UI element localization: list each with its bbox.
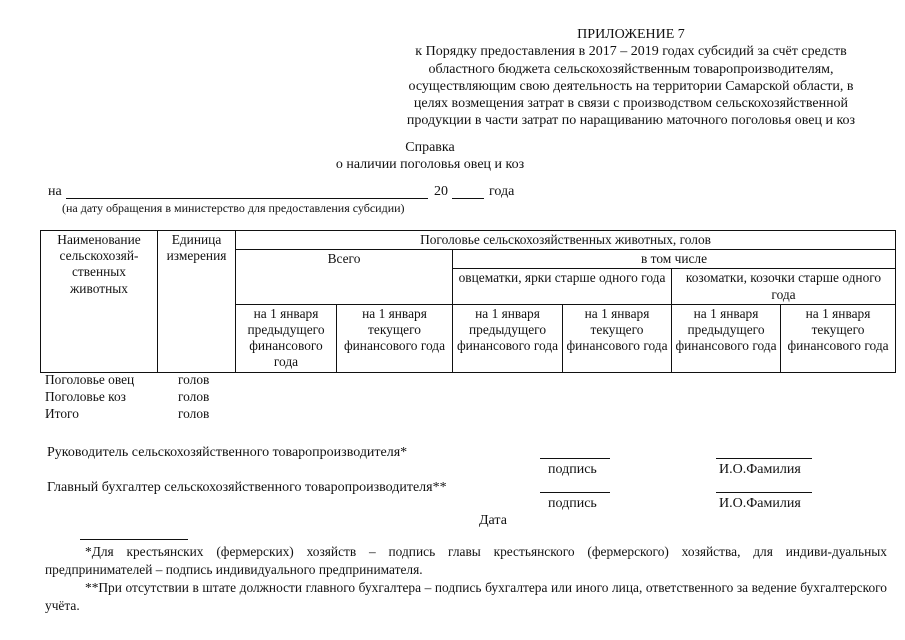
year-blank-line[interactable] bbox=[452, 198, 484, 199]
header-group: Поголовье сельскохозяйственных животных, голов bbox=[236, 231, 896, 250]
header-ewes-curr: на 1 января текущего финансового года bbox=[563, 304, 672, 372]
accountant-signature-label: Главный бухгалтер сельскохозяйственного товаропроизводителя** bbox=[47, 480, 447, 495]
date-caption: Дата bbox=[479, 513, 507, 528]
head-signature-label: Руководитель сельскохозяйственного товаропроизводителя* bbox=[47, 445, 408, 460]
accountant-signature-line[interactable] bbox=[540, 492, 610, 493]
footnote-separator bbox=[80, 539, 188, 540]
date-hint: (на дату обращения в министерство для предоставления субсидии) bbox=[62, 201, 405, 215]
header-ewes-prev: на 1 января предыдущего финансового года bbox=[453, 304, 563, 372]
head-fio-caption: И.О.Фамилия bbox=[719, 462, 801, 477]
livestock-table bbox=[40, 230, 896, 373]
accountant-fio-caption: И.О.Фамилия bbox=[719, 496, 801, 511]
date-prefix: на bbox=[48, 184, 62, 199]
header-unit: Единица измерения bbox=[158, 231, 236, 373]
date-year-suffix: года bbox=[489, 184, 515, 199]
annex-line-5: продукции в части затрат по наращиванию маточного поголовья овец и коз bbox=[406, 113, 856, 129]
footnote-1: *Для крестьянских (фермерских) хозяйств – подпись главы крестьянского (фермерского) хозяйства, для индиви-дуальных предпринимателей – подпись индивидуального предпринимателя. bbox=[45, 544, 887, 577]
annex-title: ПРИЛОЖЕНИЕ 7 bbox=[577, 27, 685, 42]
annex-line-2: областного бюджета сельскохозяйственным товаропроизводителям, bbox=[428, 61, 834, 77]
header-including: в том числе bbox=[453, 250, 896, 269]
header-does-curr: на 1 января текущего финансового года bbox=[781, 304, 896, 372]
header-animal-name: Наименование сельскохозяй-ственных животных bbox=[41, 231, 158, 373]
row-name-goats: Поголовье коз bbox=[45, 389, 126, 404]
annex-block bbox=[360, 26, 902, 130]
annex-line-3: осуществляющим свою деятельность на территории Самарской области, в bbox=[408, 78, 854, 94]
row-unit-sheep: голов bbox=[178, 372, 210, 387]
head-signature-line[interactable] bbox=[540, 458, 610, 459]
header-does-prev: на 1 января предыдущего финансового года bbox=[672, 304, 781, 372]
row-name-sheep: Поголовье овец bbox=[45, 372, 135, 387]
row-unit-total: голов bbox=[178, 406, 210, 421]
header-total-prev: на 1 января предыдущего финансового года bbox=[236, 304, 337, 372]
header-total-curr: на 1 января текущего финансового года bbox=[337, 304, 453, 372]
head-name-line[interactable] bbox=[716, 458, 812, 459]
row-unit-goats: голов bbox=[178, 389, 210, 404]
date-year-prefix: 20 bbox=[434, 184, 448, 199]
footnote-2: **При отсутствии в штате должности главного бухгалтера – подпись бухгалтера или иного лица, ответственного за ведение бухгалтерского учёта. bbox=[45, 580, 887, 613]
annex-line-1: к Порядку предоставления в 2017 – 2019 годах субсидий за счёт средств bbox=[415, 44, 847, 60]
document-subtitle: о наличии поголовья овец и коз bbox=[335, 157, 525, 172]
header-ewes: овцематки, ярки старше одного года bbox=[453, 269, 672, 304]
header-total: Всего bbox=[236, 250, 453, 305]
accountant-sign-caption: подпись bbox=[548, 496, 597, 511]
row-name-total: Итого bbox=[45, 406, 79, 421]
head-sign-caption: подпись bbox=[548, 462, 597, 477]
accountant-name-line[interactable] bbox=[716, 492, 812, 493]
date-blank-line[interactable] bbox=[66, 198, 428, 199]
header-does: козоматки, козочки старше одного года bbox=[672, 269, 896, 304]
document-title: Справка bbox=[405, 140, 455, 155]
annex-line-4: целях возмещения затрат в связи с производством сельскохозяйственной bbox=[413, 96, 849, 112]
